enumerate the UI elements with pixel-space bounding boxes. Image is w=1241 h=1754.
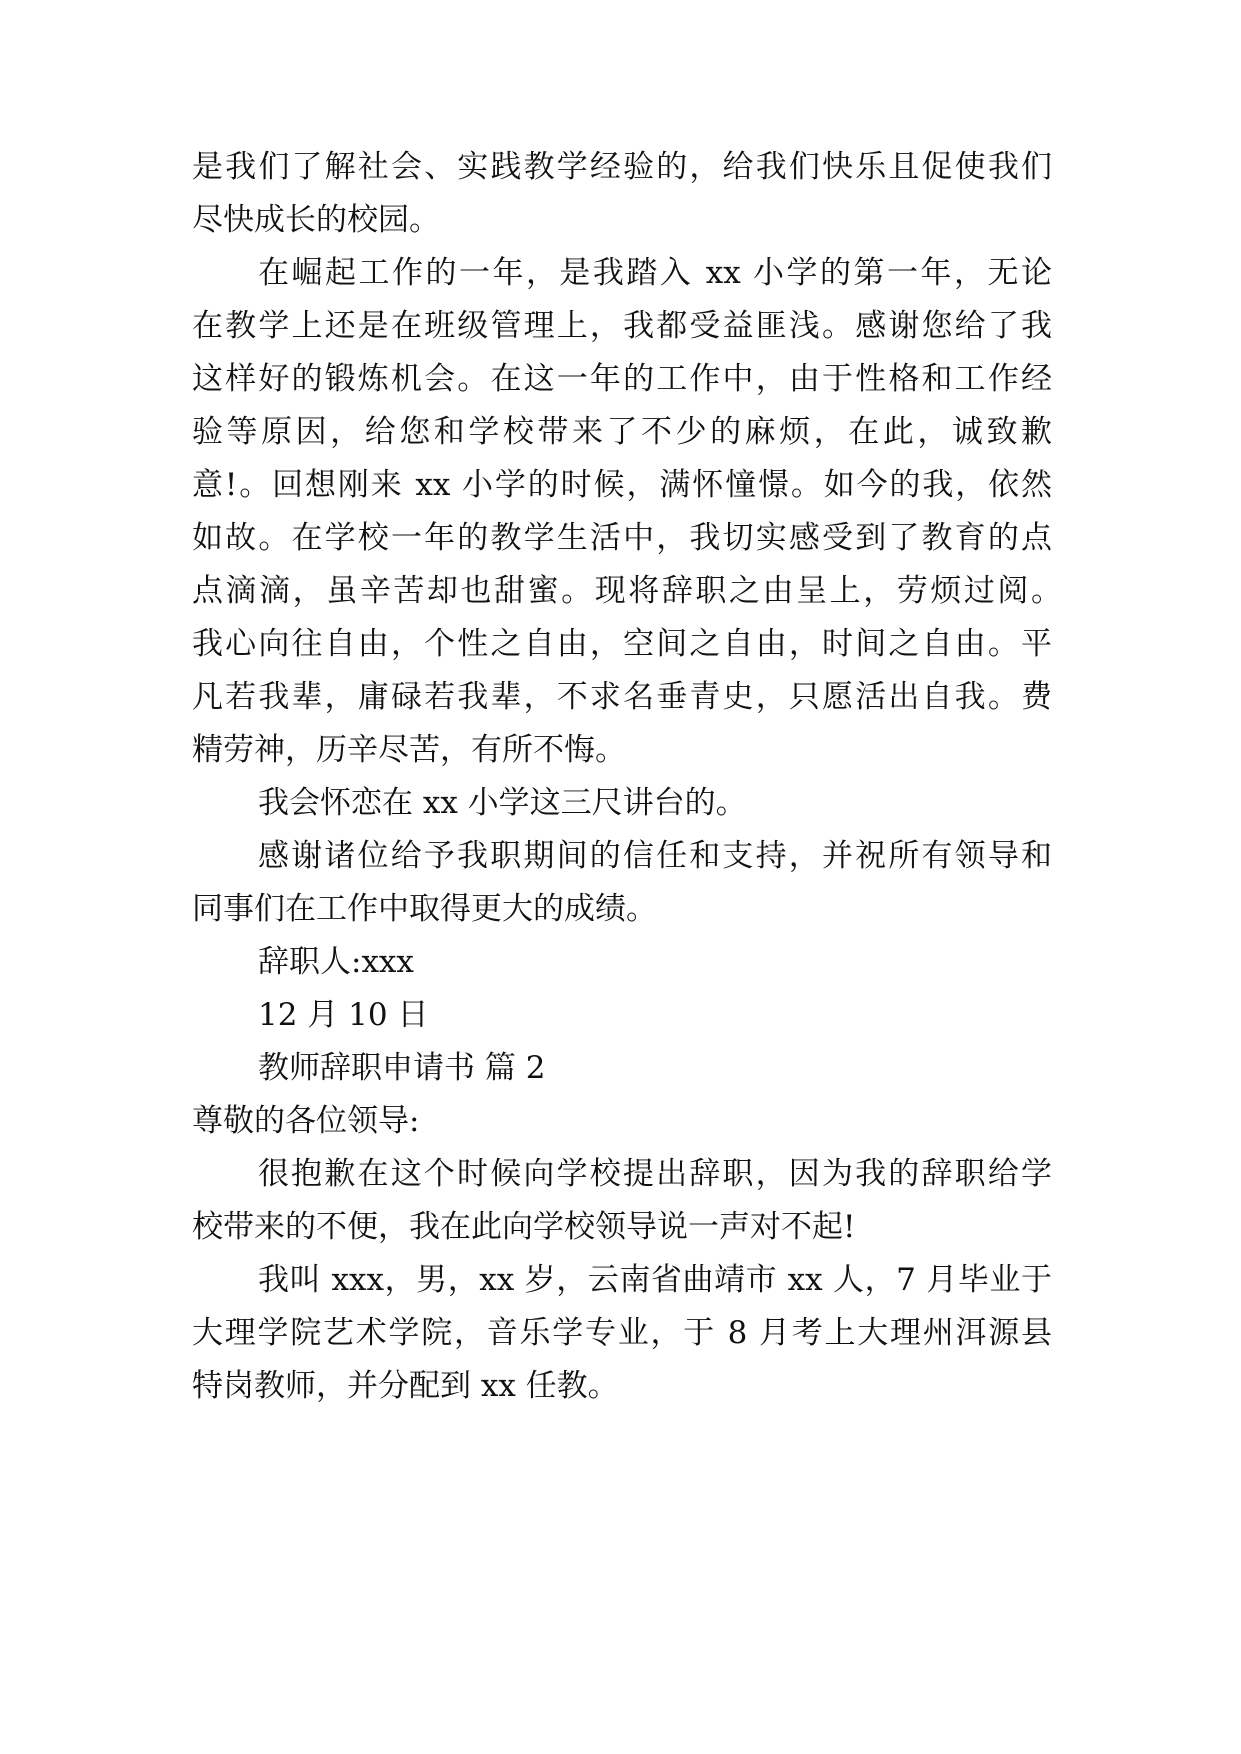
paragraph-first-line: 感谢诸位给予我职期间的信任和支持，并祝所有领导和: [258, 838, 1052, 874]
date-line: 12 月 10 日: [258, 997, 429, 1033]
text-line: 同事们在工作中取得更大的成绩。: [192, 891, 657, 927]
text-line: 点滴滴，虽辛苦却也甜蜜。现将辞职之由呈上，劳烦过阅。: [192, 573, 1062, 609]
text-line: 精劳神，历辛尽苦，有所不悔。: [192, 732, 626, 768]
text-line: 我心向往自由，个性之自由，空间之自由，时间之自由。平: [192, 626, 1052, 662]
text-line: 大理学院艺术学院，音乐学专业，于 8 月考上大理州洱源县: [192, 1315, 1052, 1351]
text-line: 凡若我辈，庸碌若我辈，不求名垂青史，只愿活出自我。费: [192, 679, 1052, 715]
text-line: 校带来的不便，我在此向学校领导说一声对不起!: [192, 1209, 856, 1245]
text-line: 是我们了解社会、实践教学经验的，给我们快乐且促使我们: [192, 149, 1052, 185]
salutation: 尊敬的各位领导:: [192, 1103, 420, 1139]
text-line: 尽快成长的校园。: [192, 202, 440, 238]
paragraph-first-line: 我叫 xxx，男，xx 岁，云南省曲靖市 xx 人，7 月毕业于: [258, 1262, 1052, 1298]
text-line: 在教学上还是在班级管理上，我都受益匪浅。感谢您给了我: [192, 308, 1052, 344]
paragraph-first-line: 我会怀恋在 xx 小学这三尺讲台的。: [258, 785, 747, 821]
paragraph-first-line: 很抱歉在这个时候向学校提出辞职，因为我的辞职给学: [258, 1156, 1052, 1192]
text-line: 验等原因，给您和学校带来了不少的麻烦，在此，诚致歉: [192, 414, 1052, 450]
signature-line: 辞职人:xxx: [258, 944, 414, 980]
section-title: 教师辞职申请书 篇 2: [258, 1050, 546, 1086]
text-line: 如故。在学校一年的教学生活中，我切实感受到了教育的点: [192, 520, 1052, 556]
paragraph-first-line: 在崛起工作的一年，是我踏入 xx 小学的第一年，无论: [258, 255, 1052, 291]
text-line: 这样好的锻炼机会。在这一年的工作中，由于性格和工作经: [192, 361, 1052, 397]
text-line: 意!。回想刚来 xx 小学的时候，满怀憧憬。如今的我，依然: [192, 467, 1052, 503]
text-line: 特岗教师，并分配到 xx 任教。: [192, 1368, 619, 1404]
